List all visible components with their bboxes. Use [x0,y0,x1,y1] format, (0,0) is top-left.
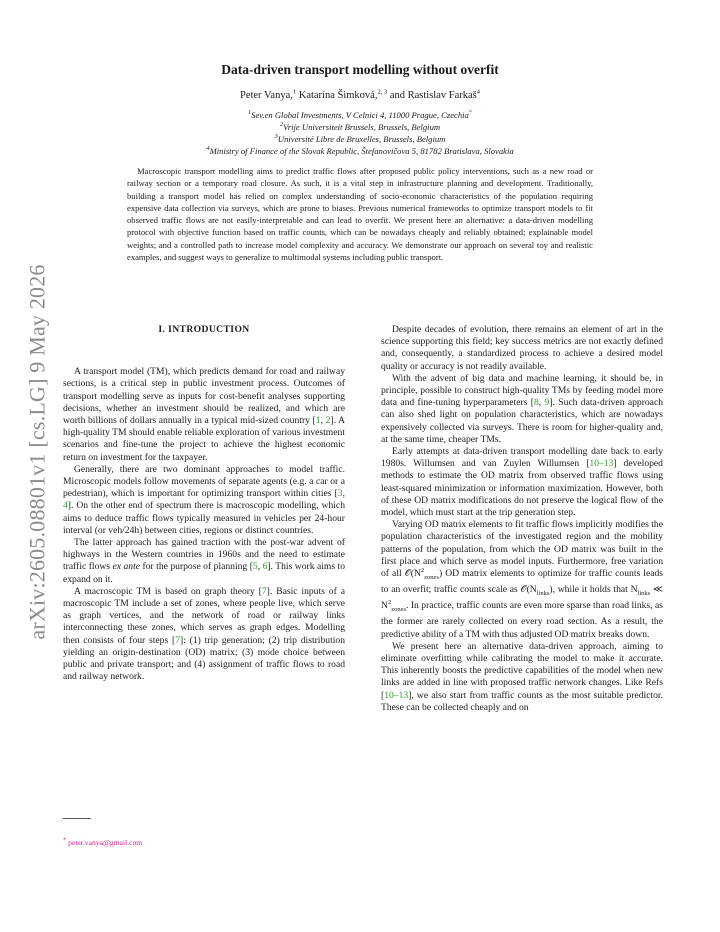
paragraph: We present here an alternative data-driven approach, aiming to eliminate overfitting while calibrating the model to make it accurate. This inherently boosts the predictive capabilities of the model when new links are added in line with proposed traffic network changes. Like Refs [10–13], we also start from traffic counts as the most suitable predictor. These can be collected cheaply and on [381,640,663,713]
citation-link[interactable]: 7 [261,585,267,597]
citation-link[interactable]: 2 [325,415,331,427]
paragraph: The latter approach has gained traction with the post-war advent of highways in the Western countries in 1960s and the need to estimate traffic flows ex ante for the purpose of planning [5, 6]. This work aims to expand on it. [63,537,346,585]
citation-link[interactable]: 10–13 [384,689,409,701]
author-affil-sup: 1 [292,88,297,96]
paragraph: A transport model (TM), which predicts demand for road and railway sections, is a critical step in public investment process. Outcomes of transport modelling serve as inputs for cost-benefit analyses supporting decisions, whether an investment should be realized, and which are worth billions of dollars annually in a typical mid-sized country [1, 2]. A high-quality TM should enable reliable exploration of various investment scenarios and fine-tune the project to achieve the highest economic return on investment for the taxpayer. [63,366,346,463]
affiliation [0,146,720,156]
abstract: Macroscopic transport modelling aims to predict traffic flows after proposed public policy interventions, such as a new road or railway section or a temporary road closure. As such, it is a vital step in infrastructure planning and development. Traditionally, building a transport model has relied on complex understanding of socio-economic characteristics of the population requiring expensive data collection via surveys, which are prone to biases. Previous numerical frameworks to optimize transport models to fit observed traffic flows are not easily-interpretable and can lead to overfit. We present here an alternative: a data-driven modelling protocol with objective function based on traffic counts, which can be nowadays cheaply and reliably obtained; explainable model weights; and a controlled path to increase model complexity and accuracy. We demonstrate our approach on several toy and realistic examples, and suggest ways to generalize to multimodal systems including public transport. [127,166,593,263]
affiliation-text: Sev.en Global Investments, V Celnici 4, 11000 Prague, Czechia [251,110,469,120]
right-column [381,324,663,714]
email-link[interactable]: peter.vanya@gmail.com [68,838,143,847]
affiliation [0,122,720,132]
paragraph: A macroscopic TM is based on graph theory [7]. Basic inputs of a macroscopic TM include a set of zones, where people live, which serve as graph vertices, and the network of road or railway links interconnecting these zones, which serves as graph edges. Modelling then consists of four steps [7]: (1) trip generation; (2) trip distribution yielding an origin-destination (OD) matrix; (3) mode choice between public and private transport; and (4) assignment of traffic flows to road and railway network. [63,585,345,683]
affiliation-text: Vrije Universiteit Brussels, Brussels, Belgium [283,122,441,132]
citation-link[interactable]: 1 [315,415,321,427]
citation-link[interactable]: 4 [63,500,68,512]
affiliation [0,134,720,144]
affiliation-sup: 1 [247,109,252,117]
author-list [0,90,720,101]
author-name: and Rastislav Farkaš [387,90,477,101]
affiliation-text: Université Libre de Bruxelles, Brussels, Belgium [277,134,446,144]
corresponding-mark: * [468,109,473,117]
footnote [63,838,142,847]
author-name: Katarína Šimková, [296,90,378,101]
paper-title: Data-driven transport modelling without overfit [221,62,499,77]
affiliation-sup: 3 [274,133,278,141]
citation-link[interactable]: 8 [533,397,539,409]
left-column [63,324,345,683]
citation-link[interactable]: 9 [544,397,550,409]
paragraph: Early attempts at data-driven transport modelling date back to early 1980s. Willumsen and van Zuylen Willumsen [10–13] developed methods to estimate the OD matrix from observed traffic flows using least-squared minimization or information maximization. However, both of these OD matrix modifications do not preserve the logical flow of the model, which must start at the trip generation step. [381,446,663,519]
citation-link[interactable]: 6 [262,561,268,573]
citation-link[interactable]: 7 [175,634,180,646]
paragraph: With the advent of big data and machine learning, it should be, in principle, possible to construct high-quality TMs by feeding model more data and fine-tuning hyperparameters [8, 9]. Such data-driven approach can also shed light on population characteristics, which are nowadays expensively collected via surveys. There is room for higher-quality and, at the same time, cheaper TMs. [381,372,663,445]
citation-link[interactable]: 5 [252,561,258,573]
section-heading: I. INTRODUCTION [158,324,250,335]
affiliation-sup: 4 [206,145,210,153]
author-affil-sup: 2, 3 [377,88,388,96]
author-name: Peter Vanya, [239,90,293,101]
citation-link[interactable]: 10–13 [589,458,614,470]
affiliation [0,110,720,120]
arxiv-identifier: arXiv:2605.08801v1 [cs.LG] 9 May 2026 [25,264,51,640]
footnote-divider [63,818,91,819]
paragraph: Varying OD matrix elements to fit traffic flows implicitly modifies the population characteristics of the investigated region and the mobility patterns of the population, from which the OD matrix was built in the first place and which serve as model inputs. Furthermore, free variation of all $𝒪(N^2_{zones})$ OD matrix elements to optimize for traffic counts leads to an overfit; traffic counts scale as $𝒪(N_{links})$, while it holds that $N_{links}$ ≪ $N^2_{zones}$. In practice, traffic counts are even more sparse than road links, as the former are rarely collected on every road section. As a result, the predictive ability of a TM with thus adjusted OD matrix breaks down. [381,519,664,640]
affiliation-sup: 2 [279,121,284,129]
author-affil-sup: 4 [476,88,480,96]
affiliation-text: Ministry of Finance of the Slovak Republic, Štefanovičova 5, 81782 Bratislava, Slovakia [209,146,514,156]
paragraph: Generally, there are two dominant approaches to model traffic. Microscopic models follow movements of separate agents (e.g. a car or a pedestrian), which is important for optimizing transport within cities [3, 4]. On the other end of spectrum there is macroscopic modelling, which aims to deduce traffic flows typically measured in vehicles per 24-hour interval (or veh/24h) between cities, regions or distinct countries. [63,463,345,536]
footnote-mark: * [63,836,67,844]
citation-link[interactable]: 3 [337,488,343,500]
paragraph: Despite decades of evolution, there remains an element of art in the science supporting this field; key success metrics are not exactly defined and, consequently, a standardized process to achieve a desired model quality or accuracy is not readily available. [381,324,663,372]
arxiv-side-stamp [12,262,64,642]
